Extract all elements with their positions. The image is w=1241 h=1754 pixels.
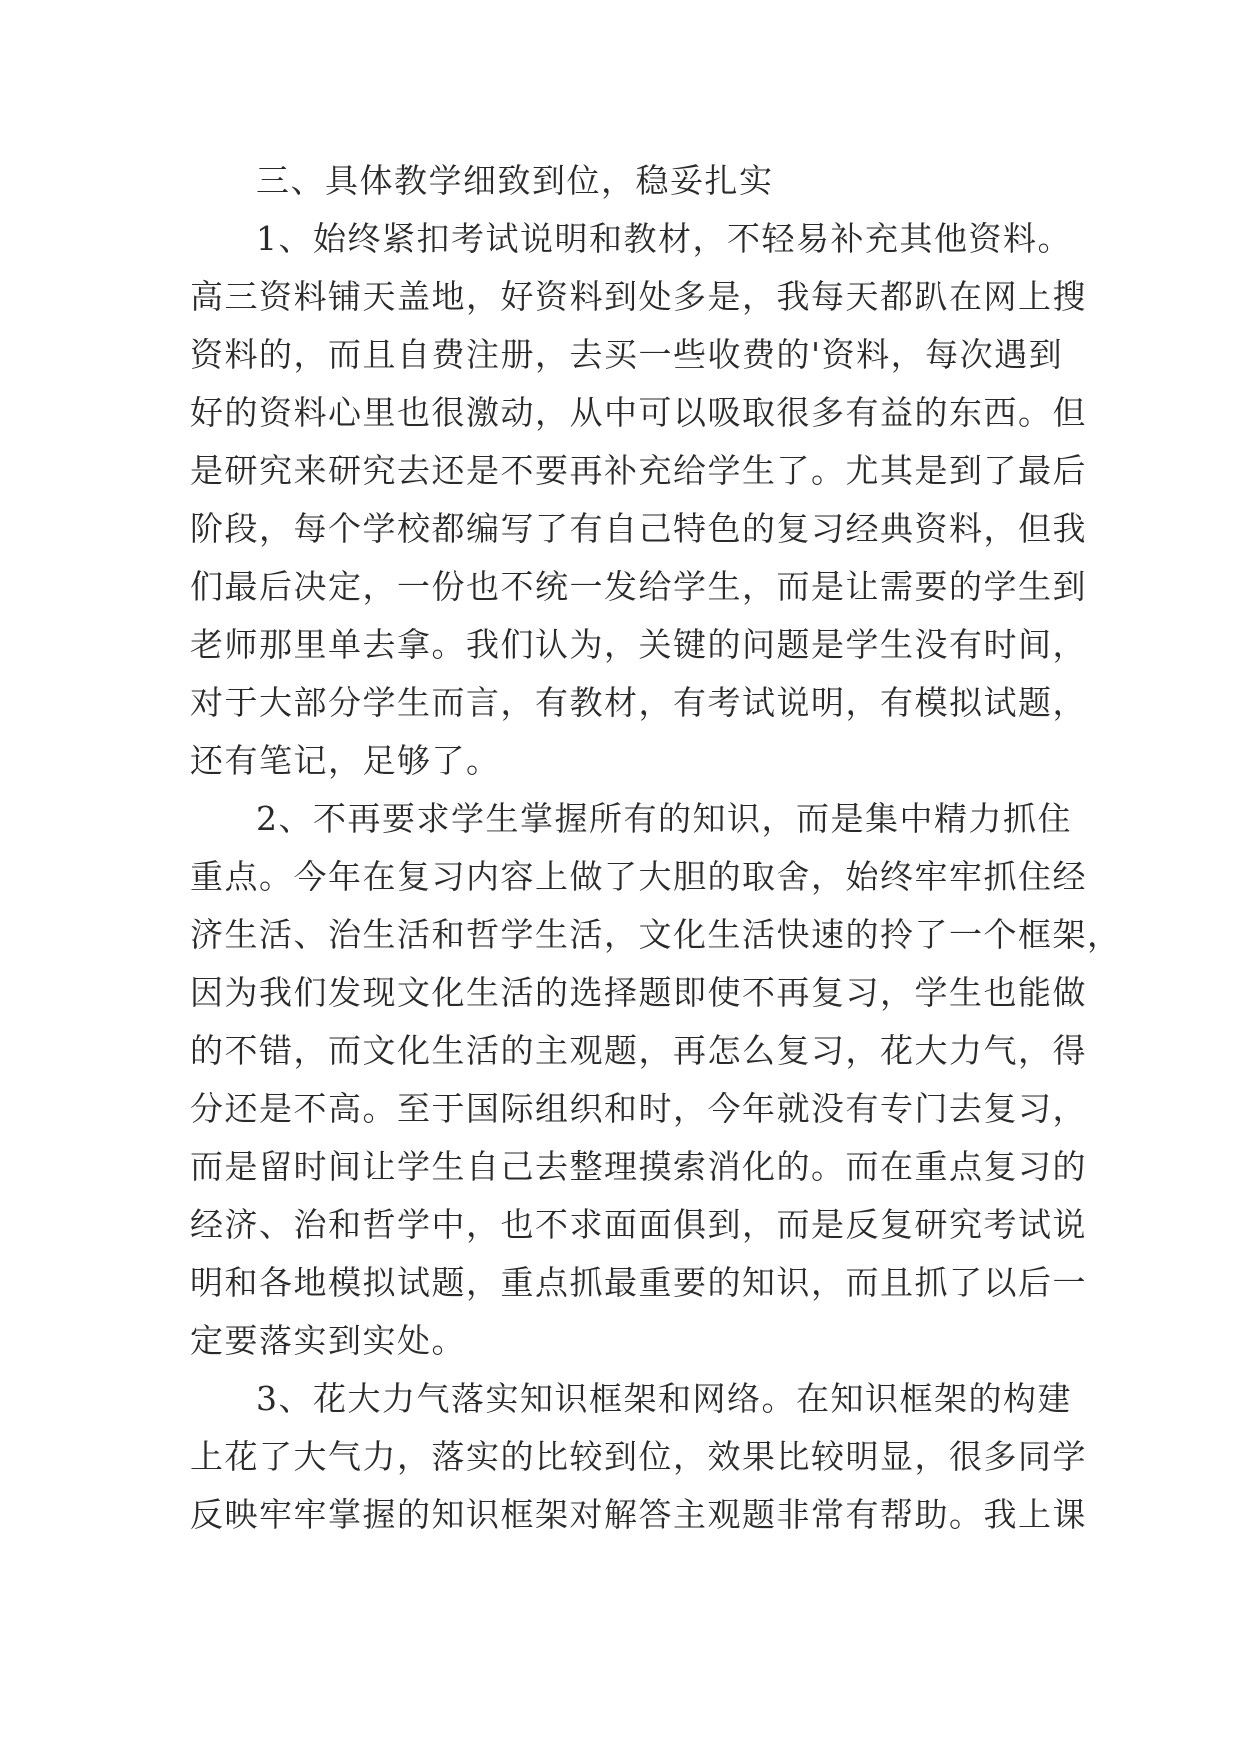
- paragraph-2-line: 济生活、治生活和哲学生活，文化生活快速的拎了一个框架，: [190, 915, 1122, 954]
- section-heading: 三、具体教学细致到位，稳妥扎实: [256, 161, 774, 200]
- paragraph-2-line: 重点。今年在复习内容上做了大胆的取舍，始终牢牢抓住经: [190, 857, 1087, 896]
- paragraph-1-line: 老师那里单去拿。我们认为，关键的问题是学生没有时间，: [190, 625, 1087, 664]
- paragraph-2-line: 2、不再要求学生掌握所有的知识，而是集中精力抓住: [256, 799, 1072, 838]
- paragraph-2-line: 因为我们发现文化生活的选择题即使不再复习，学生也能做: [190, 973, 1087, 1012]
- paragraph-3-line: 反映牢牢掌握的知识框架对解答主观题非常有帮助。我上课: [190, 1495, 1087, 1534]
- paragraph-2-line: 分还是不高。至于国际组织和时，今年就没有专门去复习，: [190, 1089, 1087, 1128]
- paragraph-1-line: 资料的，而且自费注册，去买一些收费的'资料，每次遇到: [190, 335, 1064, 374]
- paragraph-3-line: 3、花大力气落实知识框架和网络。在知识框架的构建: [256, 1379, 1072, 1418]
- paragraph-2-line: 而是留时间让学生自己去整理摸索消化的。而在重点复习的: [190, 1147, 1087, 1186]
- paragraph-1-line: 1、始终紧扣考试说明和教材，不轻易补充其他资料。: [256, 219, 1072, 258]
- paragraph-2-line: 明和各地模拟试题，重点抓最重要的知识，而且抓了以后一: [190, 1263, 1087, 1302]
- paragraph-3-line: 上花了大气力，落实的比较到位，效果比较明显，很多同学: [190, 1437, 1087, 1476]
- paragraph-2-line: 的不错，而文化生活的主观题，再怎么复习，花大力气，得: [190, 1031, 1087, 1070]
- paragraph-1-line: 是研究来研究去还是不要再补充给学生了。尤其是到了最后: [190, 451, 1087, 490]
- paragraph-1-line: 还有笔记，足够了。: [190, 741, 501, 780]
- paragraph-1-line: 高三资料铺天盖地，好资料到处多是，我每天都趴在网上搜: [190, 277, 1087, 316]
- paragraph-2-line: 定要落实到实处。: [190, 1321, 466, 1360]
- paragraph-1-line: 好的资料心里也很激动，从中可以吸取很多有益的东西。但: [190, 393, 1087, 432]
- paragraph-2-line: 经济、治和哲学中，也不求面面俱到，而是反复研究考试说: [190, 1205, 1087, 1244]
- paragraph-1-line: 们最后决定，一份也不统一发给学生，而是让需要的学生到: [190, 567, 1087, 606]
- paragraph-1-line: 阶段，每个学校都编写了有自己特色的复习经典资料，但我: [190, 509, 1087, 548]
- body-text: [190, 152, 1122, 1544]
- paragraph-1-line: 对于大部分学生而言，有教材，有考试说明，有模拟试题，: [190, 683, 1087, 722]
